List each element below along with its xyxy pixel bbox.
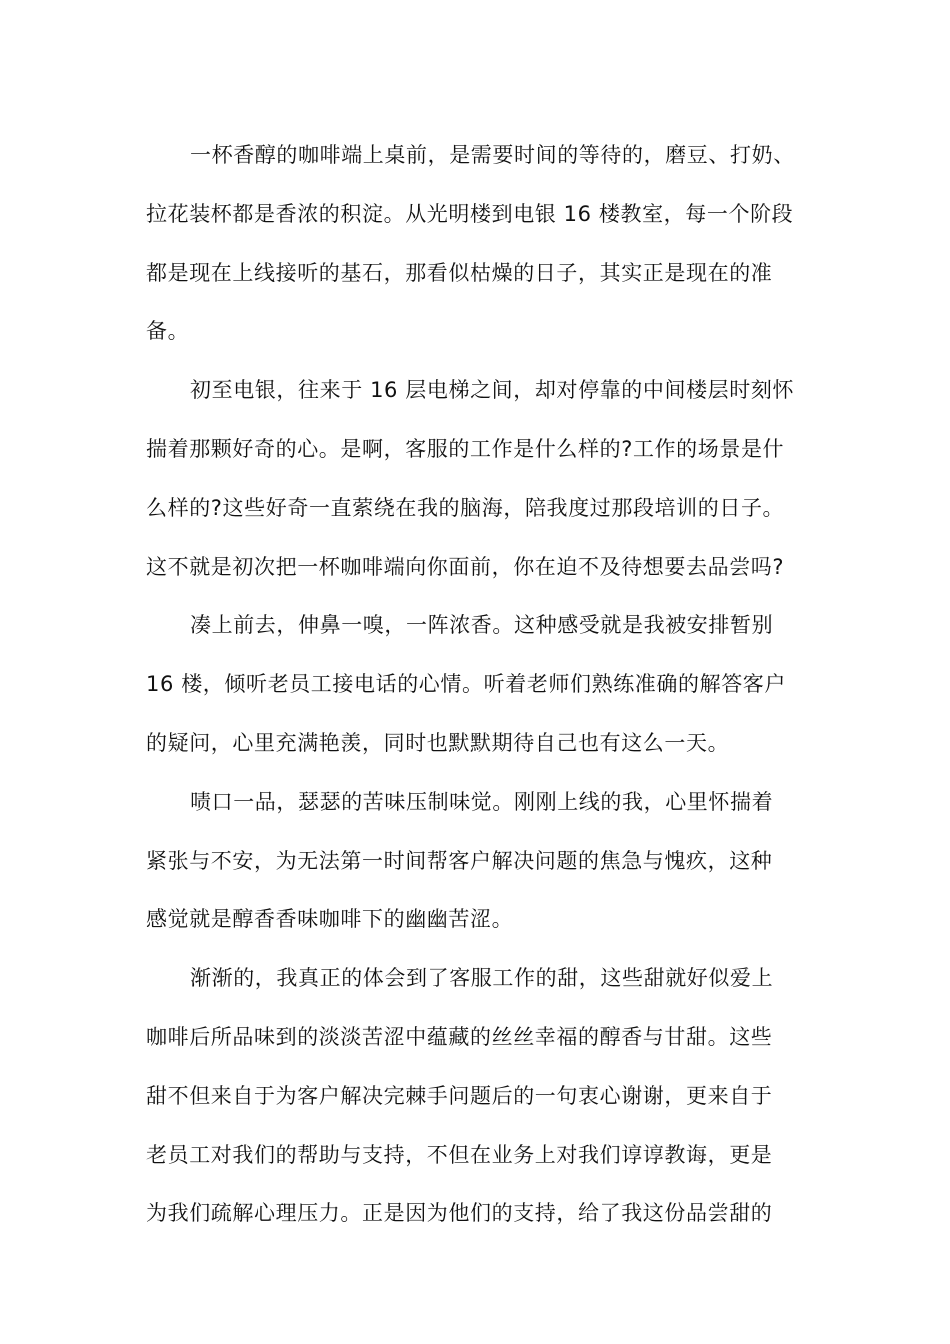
text-line: 甜不但来自于为客户解决完棘手问题后的一句衷心谢谢，更来自于 — [146, 1083, 773, 1108]
text-line: 咖啡后所品味到的淡淡苦涩中蕴藏的丝丝幸福的醇香与甘甜。这些 — [146, 1024, 773, 1049]
text-line: 么样的?这些好奇一直萦绕在我的脑海，陪我度过那段培训的日子。 — [146, 495, 785, 520]
paragraph — [146, 596, 806, 772]
text-line: 为我们疏解心理压力。正是因为他们的支持，给了我这份品尝甜的 — [146, 1201, 773, 1226]
text-line: 老员工对我们的帮助与支持，不但在业务上对我们谆谆教诲，更是 — [146, 1142, 773, 1167]
text-line: 的疑问，心里充满艳羡，同时也默默期待自己也有这么一天。 — [146, 730, 730, 755]
text-line: 16 楼，倾听老员工接电话的心情。听着老师们熟练准确的解答客户 — [146, 672, 786, 697]
text-line: 一杯香醇的咖啡端上桌前，是需要时间的等待的，磨豆、打奶、 — [190, 143, 795, 167]
text-line: 紧张与不安，为无法第一时间帮客户解决问题的焦急与愧疚，这种 — [146, 848, 773, 873]
paragraph — [146, 949, 806, 1243]
text-line: 揣着那颗好奇的心。是啊，客服的工作是什么样的?工作的场景是什 — [146, 436, 785, 461]
text-line: 这不就是初次把一杯咖啡端向你面前，你在迫不及待想要去品尝吗? — [146, 554, 785, 579]
text-line: 啧口一品，瑟瑟的苦味压制味觉。刚刚上线的我，心里怀揣着 — [190, 789, 774, 814]
text-line: 初至电银，往来于 16 层电梯之间，却对停靠的中间楼层时刻怀 — [190, 378, 795, 403]
text-line: 凑上前去，伸鼻一嗅，一阵浓香。这种感受就是我被安排暂别 — [190, 613, 774, 638]
document-body — [146, 126, 806, 1243]
text-line: 拉花装杯都是香浓的积淀。从光明楼到电银 16 楼教室，每一个阶段 — [146, 201, 794, 226]
text-line: 备。 — [146, 319, 190, 344]
text-line: 都是现在上线接听的基石，那看似枯燥的日子，其实正是现在的准 — [146, 260, 773, 285]
text-line: 感觉就是醇香香味咖啡下的幽幽苦涩。 — [146, 907, 514, 932]
paragraph — [146, 773, 806, 949]
text-line: 渐渐的，我真正的体会到了客服工作的甜，这些甜就好似爱上 — [190, 966, 774, 991]
paragraph — [146, 361, 806, 596]
paragraph — [146, 126, 806, 361]
